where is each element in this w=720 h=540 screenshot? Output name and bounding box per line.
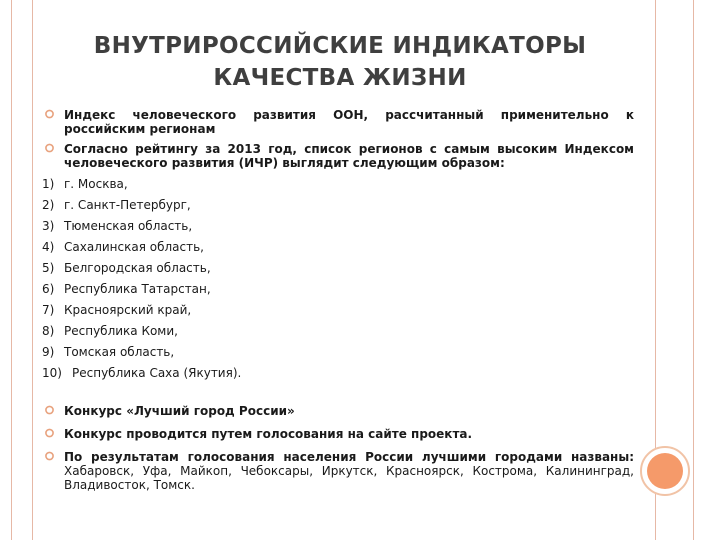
left-decorative-frame (11, 0, 33, 540)
bullet-item (44, 108, 634, 136)
list-item (42, 300, 634, 321)
list-item (42, 195, 634, 216)
title-line-2: КАЧЕСТВА ЖИЗНИ (213, 65, 467, 91)
bullet-text: Индекс человеческого развития ООН, рассчитанный применительно к российским регионам (64, 108, 634, 136)
bullet-text: Конкурс «Лучший город России» (64, 404, 295, 418)
list-number: 3) (42, 219, 55, 233)
list-item (42, 174, 634, 195)
list-number: 4) (42, 240, 55, 254)
list-item (42, 258, 634, 279)
list-number: 8) (42, 324, 55, 338)
list-text: Сахалинская область, (64, 240, 204, 254)
list-number: 2) (42, 198, 55, 212)
bullet-item (44, 450, 634, 492)
circle-bullet-icon (44, 405, 55, 415)
list-item (42, 363, 634, 384)
list-number: 10) (42, 366, 62, 380)
list-number: 5) (42, 261, 55, 275)
ranking-list (42, 174, 634, 384)
bullet-item (44, 142, 634, 170)
list-text: Белгородская область, (64, 261, 211, 275)
bullet-text-bold: По результатам голосования населения России лучшими городами названы: (64, 450, 634, 464)
bullet-text: Согласно рейтингу за 2013 год, список регионов с самым высоким Индексом человеческого развития (ИЧР) выглядит следующим образом: (64, 142, 634, 170)
title-line-1: ВНУТРИРОССИЙСКИЕ ИНДИКАТОРЫ (93, 33, 587, 59)
list-item (42, 237, 634, 258)
bullet-item (44, 404, 634, 418)
list-item (42, 342, 634, 363)
city-list-text: Хабаровск, Уфа, Майкоп, Чебоксары, Иркутск, Красноярск, Кострома, Калининград, Владивосток, Томск. (64, 464, 634, 492)
list-number: 7) (42, 303, 55, 317)
circle-bullet-icon (44, 451, 55, 461)
list-item (42, 279, 634, 300)
list-text: Республика Саха (Якутия). (72, 366, 242, 380)
list-text: г. Москва, (64, 177, 128, 191)
list-text: Республика Татарстан, (64, 282, 211, 296)
circle-bullet-icon (44, 109, 55, 119)
list-item (42, 216, 634, 237)
list-number: 9) (42, 345, 55, 359)
decorative-circle-dot (647, 453, 683, 489)
list-item (42, 321, 634, 342)
list-text: Красноярский край, (64, 303, 192, 317)
list-text: г. Санкт-Петербург, (64, 198, 191, 212)
list-number: 6) (42, 282, 55, 296)
slide-title (40, 30, 640, 94)
list-text: Тюменская область, (64, 219, 193, 233)
bullet-text: Конкурс проводится путем голосования на сайте проекта. (64, 427, 473, 441)
bullet-item (44, 427, 634, 441)
circle-bullet-icon (44, 143, 55, 153)
circle-bullet-icon (44, 428, 55, 438)
list-text: Республика Коми, (64, 324, 178, 338)
list-number: 1) (42, 177, 55, 191)
list-text: Томская область, (64, 345, 175, 359)
slide-content (44, 108, 634, 492)
